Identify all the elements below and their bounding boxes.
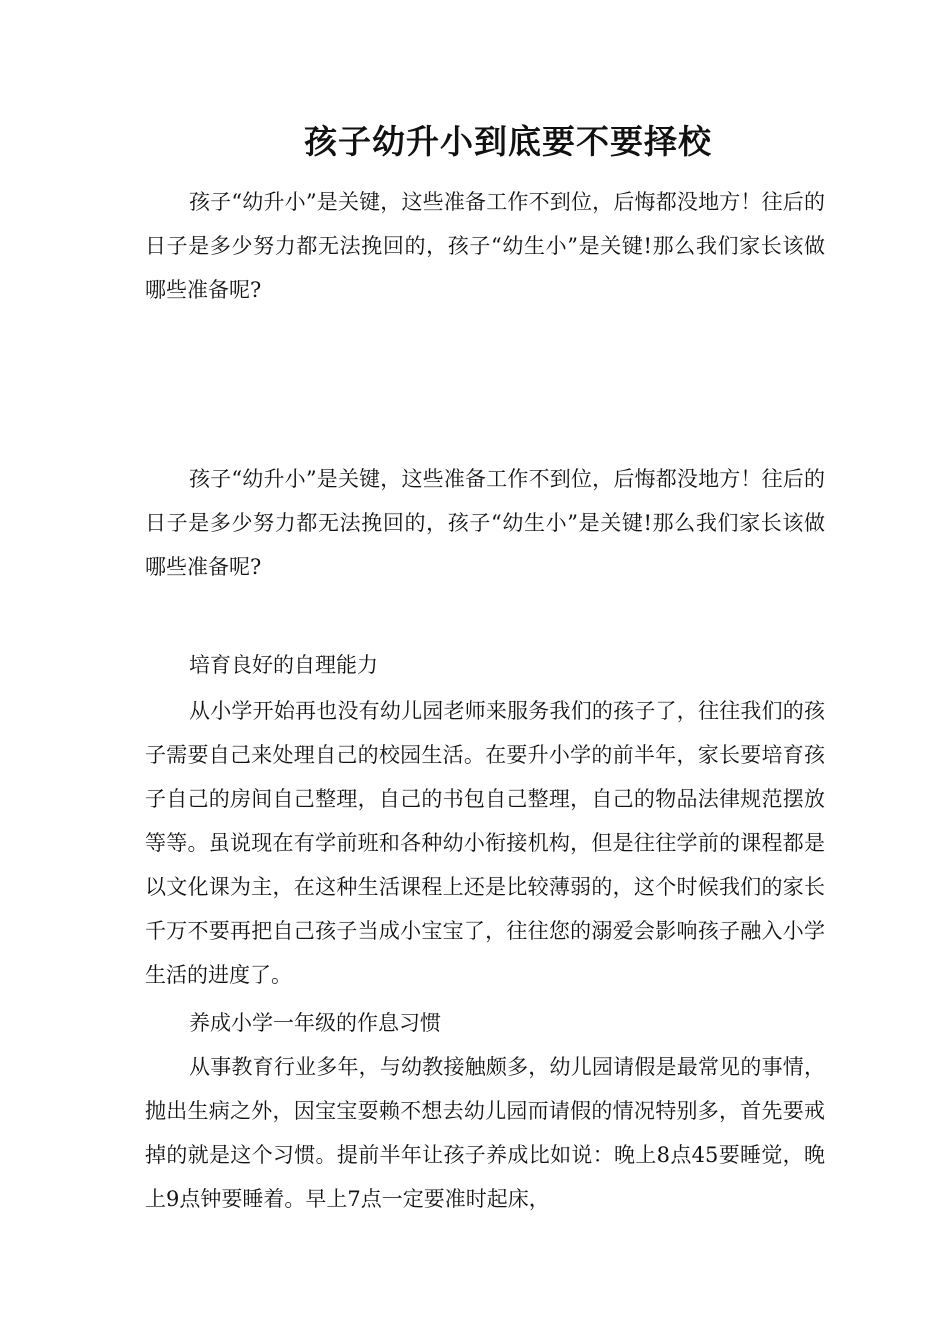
section-body-schedule: 从事教育行业多年，与幼教接触颇多，幼儿园请假是最常见的事情，抛出生病之外，因宝宝耍赖不想去幼儿园而请假的情况特别多，首先要戒掉的就是这个习惯。提前半年让孩子养成比如说：晚上8点45要睡觉，晚上9点钟要睡着。早上7点一定要准时起床， bbox=[145, 1055, 825, 1211]
document-title: 孩子幼升小到底要不要择校 bbox=[304, 122, 712, 161]
section-heading-self-care: 培育良好的自理能力 bbox=[189, 653, 378, 677]
intro-paragraph-2: 孩子“幼升小”是关键，这些准备工作不到位，后悔都没地方！往后的日子是多少努力都无法挽回的，孩子“幼生小”是关键!那么我们家长该做哪些准备呢? bbox=[145, 467, 825, 579]
section-heading-schedule: 养成小学一年级的作息习惯 bbox=[189, 1011, 441, 1035]
section-body-self-care: 从小学开始再也没有幼儿园老师来服务我们的孩子了，往往我们的孩子需要自己来处理自己的校园生活。在要升小学的前半年，家长要培育孩子自己的房间自己整理，自己的书包自己整理，自己的物品法律规范摆放等等。虽说现在有学前班和各种幼小衔接机构，但是往往学前的课程都是以文化课为主，在这种生活课程上还是比较薄弱的，这个时候我们的家长千万不要再把自己孩子当成小宝宝了，往往您的溺爱会影响孩子融入小学生活的进度了。 bbox=[145, 699, 825, 987]
intro-paragraph-1: 孩子“幼升小”是关键，这些准备工作不到位，后悔都没地方！往后的日子是多少努力都无法挽回的，孩子“幼生小”是关键!那么我们家长该做哪些准备呢? bbox=[145, 190, 825, 302]
